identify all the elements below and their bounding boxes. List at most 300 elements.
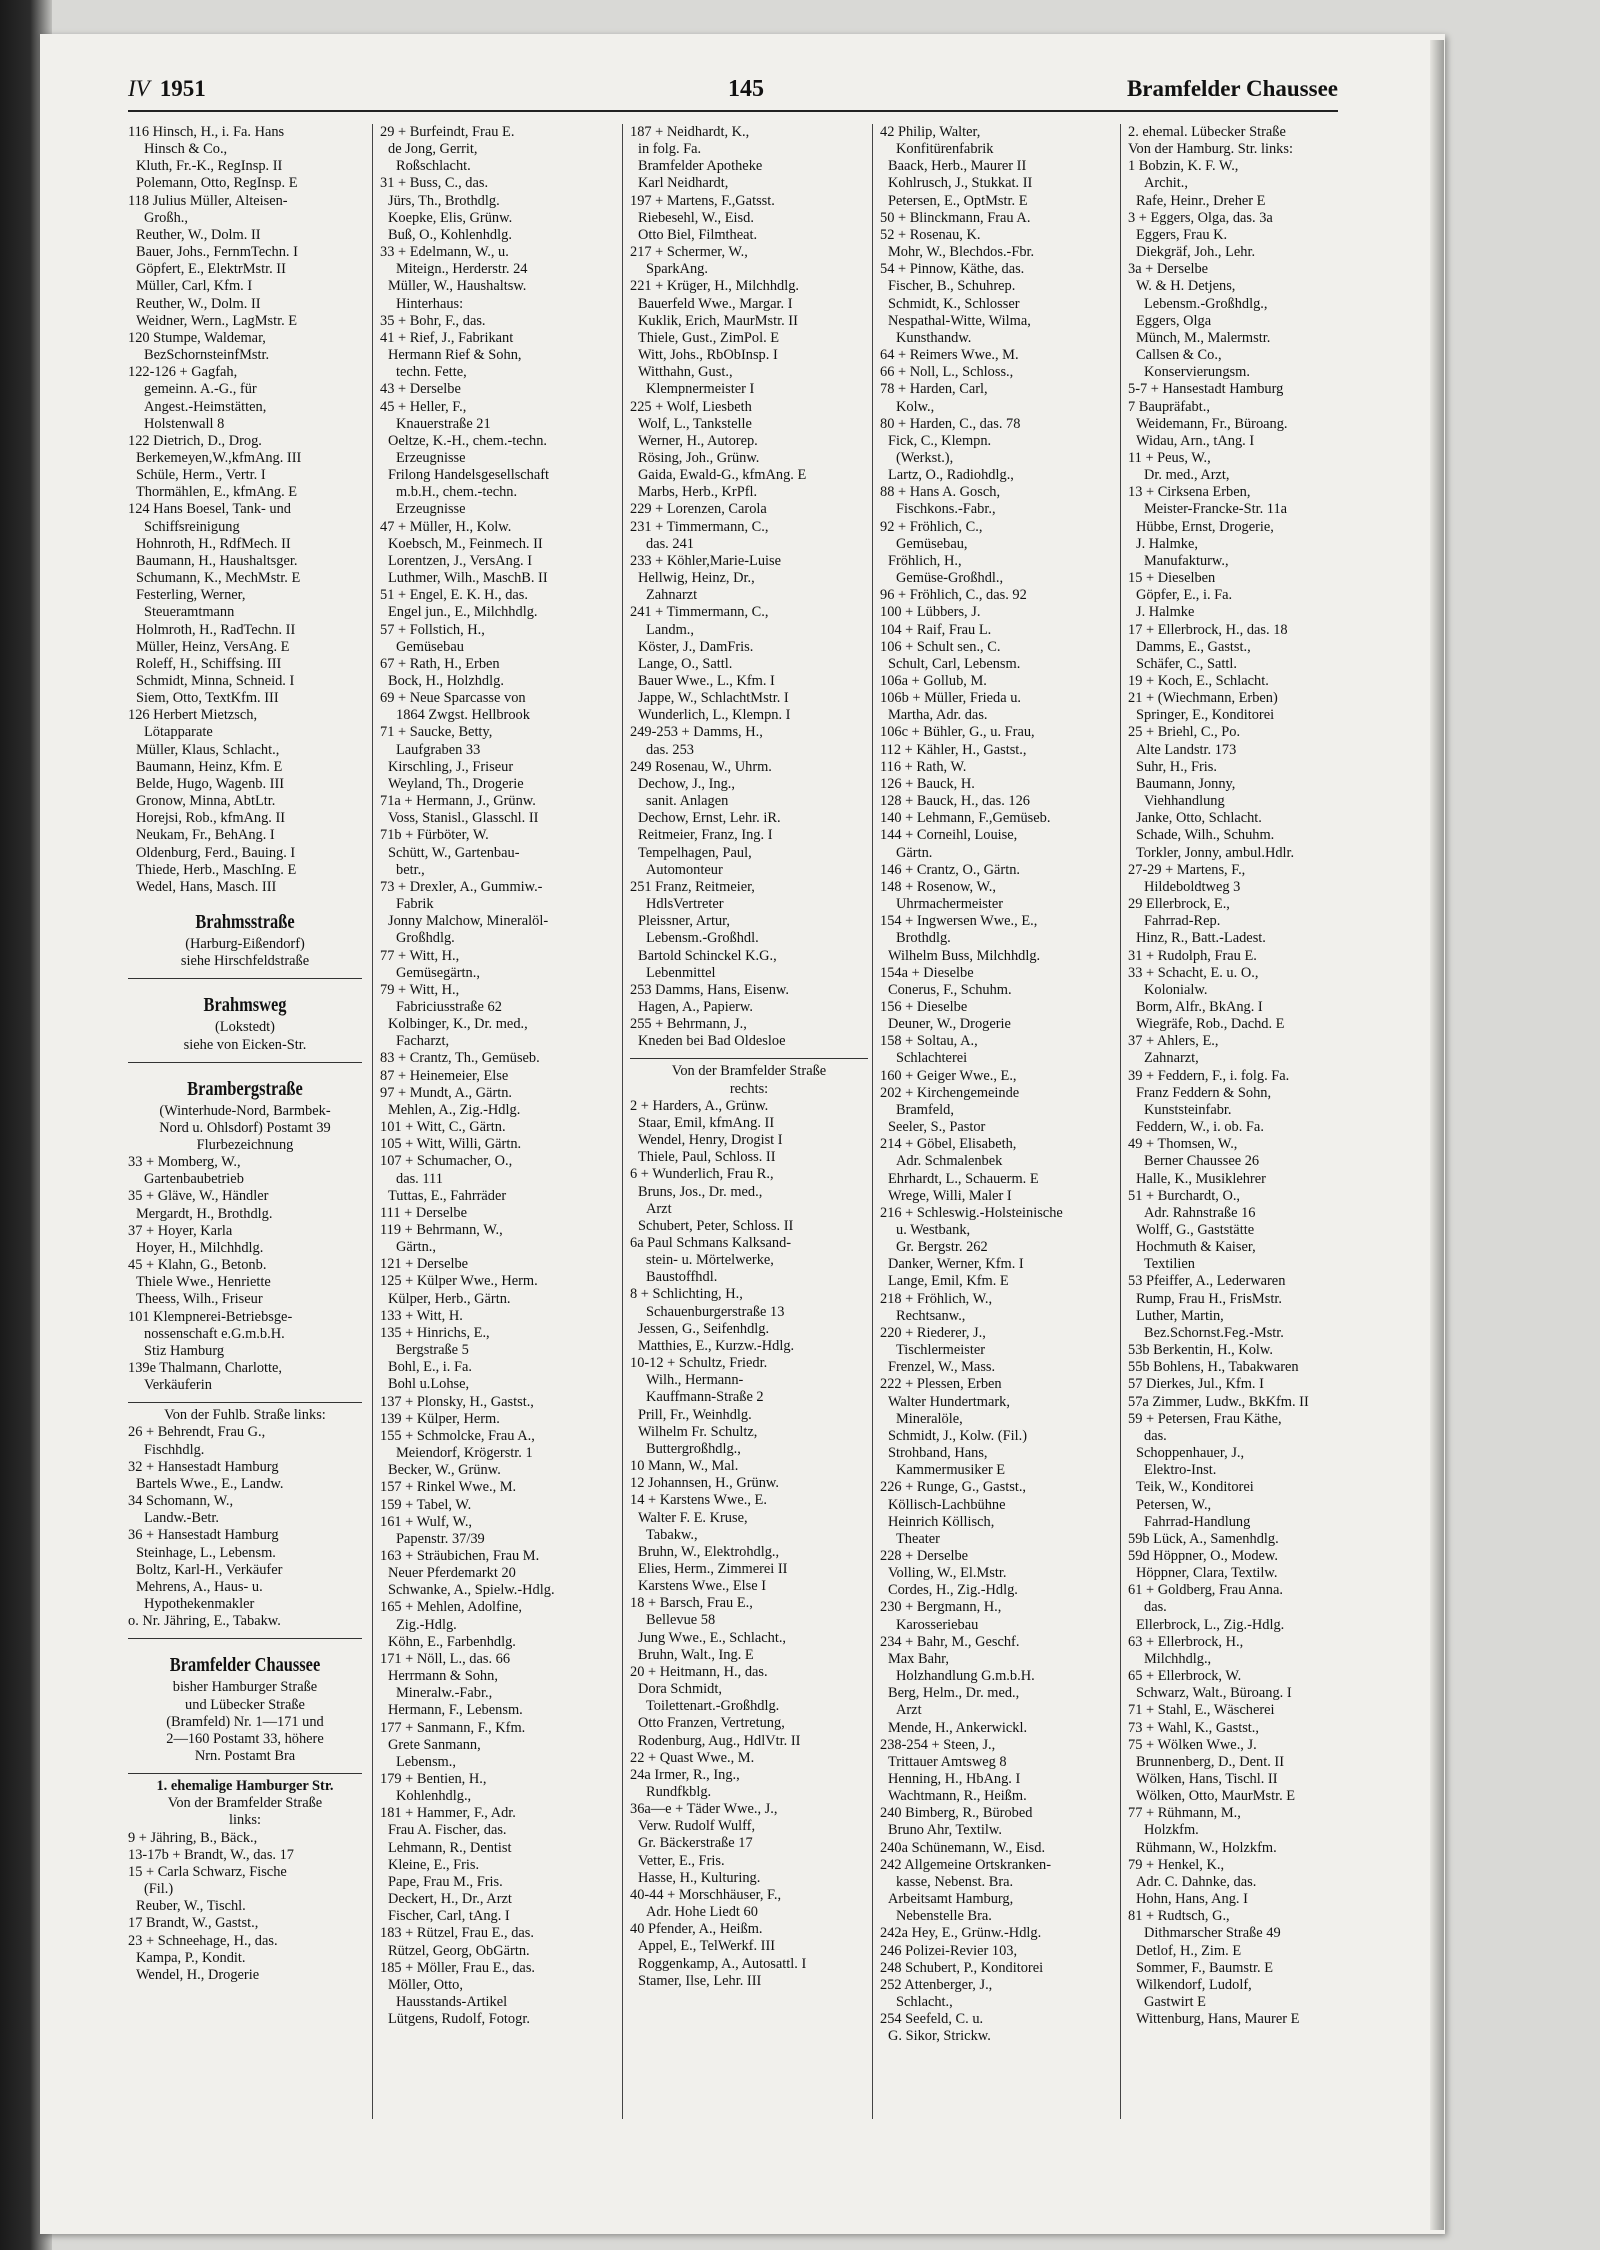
street-heading: Bramfelder Chaussee: [169, 1654, 321, 1677]
directory-entry-line: 217 + Schermer, W.,: [630, 244, 748, 261]
street-heading: Brahmsstraße: [195, 911, 295, 934]
directory-entry-line: 249 Rosenau, W., Uhrm.: [630, 758, 772, 775]
directory-entry-line: Neukam, Fr., BehAng. I: [136, 827, 275, 844]
directory-entry-line: Gärtn.: [896, 844, 933, 861]
directory-entry-line: 22 + Quast Wwe., M.: [630, 1749, 755, 1766]
directory-entry-line: Schäfer, C., Sattl.: [1136, 655, 1237, 672]
directory-entry-line: Ellerbrock, L., Zig.-Hdlg.: [1136, 1616, 1285, 1633]
directory-entry-line: Köster, J., DamFris.: [638, 638, 754, 655]
directory-entry-line: 55b Bohlens, H., Tabakwaren: [1128, 1359, 1299, 1376]
directory-entry-line: 73 + Drexler, A., Gummiw.-: [380, 878, 543, 895]
directory-entry-line: Schlachterei: [896, 1050, 968, 1067]
divider: [128, 1773, 362, 1774]
directory-entry-line: 77 + Rühmann, M.,: [1128, 1805, 1241, 1822]
directory-entry-line: Oldenburg, Ferd., Bauing. I: [136, 844, 296, 861]
directory-entry-line: 122 Dietrich, D., Drog.: [128, 432, 262, 449]
directory-entry-line: Detlof, H., Zim. E: [1136, 1942, 1242, 1959]
directory-entry-line: Boltz, Karl-H., Verkäufer: [136, 1561, 283, 1578]
directory-entry-line: Walter Hundertmark,: [888, 1393, 1010, 1410]
directory-entry-line: 63 + Ellerbrock, H.,: [1128, 1633, 1244, 1650]
subheading-line: Nrn. Postamt Bra: [194, 1747, 296, 1764]
subheading-line: (Winterhude-Nord, Barmbek-: [159, 1102, 331, 1119]
directory-entry-line: Seeler, S., Pastor: [888, 1119, 986, 1136]
directory-entry-line: Wolff, G., Gaststätte: [1136, 1222, 1255, 1238]
directory-entry-line: 160 + Geiger Wwe., E.,: [880, 1067, 1017, 1084]
directory-entry-line: Berkemeyen,W.,kfmAng. III: [136, 449, 302, 466]
directory-entry-line: Petersen, W.,: [1136, 1496, 1212, 1513]
directory-entry-line: 69 + Neue Sparcasse von: [380, 690, 526, 707]
directory-entry-line: 242a Hey, E., Grünw.-Hdlg.: [880, 1925, 1042, 1942]
directory-entry-line: Hasse, H., Kulturing.: [638, 1869, 761, 1886]
directory-entry-line: Kauffmann-Straße 2: [646, 1389, 764, 1406]
directory-entry-line: Landw.-Betr.: [144, 1510, 219, 1527]
directory-entry-line: 177 + Sanmann, F., Kfm.: [380, 1719, 526, 1736]
directory-entry-line: Großh.,: [144, 209, 188, 226]
directory-entry-line: 67 + Rath, H., Erben: [380, 655, 500, 672]
directory-entry-line: Grete Sanmann,: [388, 1736, 481, 1753]
directory-entry-line: Trittauer Amtsweg 8: [888, 1753, 1007, 1770]
directory-entry-line: Rösing, Joh., Grünw.: [638, 449, 760, 466]
directory-entry-line: nossenschaft e.G.m.b.H.: [144, 1325, 285, 1342]
directory-entry-line: Ehrhardt, L., Schauerm. E: [888, 1170, 1039, 1187]
directory-entry-line: Thiele Wwe., Henriette: [136, 1274, 271, 1291]
directory-entry-line: Reuther, W., Dolm. II: [136, 226, 261, 243]
directory-entry-line: Schmidt, Minna, Schneid. I: [136, 673, 295, 689]
directory-entry-line: 202 + Kirchengemeinde: [880, 1084, 1020, 1101]
directory-entry-line: W. & H. Detjens,: [1136, 278, 1236, 295]
directory-entry-line: Bramfelder Apotheke: [638, 158, 763, 175]
directory-entry-line: Schmidt, K., Schlosser: [888, 295, 1020, 312]
column-4: [872, 124, 1118, 2119]
directory-entry-line: 71 + Saucke, Betty,: [380, 724, 493, 741]
directory-entry-line: 51 + Burchardt, O.,: [1128, 1187, 1241, 1204]
directory-entry-line: Holstenwall 8: [144, 415, 225, 432]
directory-entry-line: Karstens Wwe., Else I: [638, 1578, 767, 1595]
directory-entry-line: Kolonialw.: [1144, 981, 1208, 998]
directory-entry-line: 71 + Stahl, E., Wäscherei: [1128, 1702, 1275, 1719]
directory-entry-line: Steinhage, L., Lebensm.: [136, 1544, 276, 1561]
directory-entry-line: Dithmarscher Straße 49: [1144, 1925, 1281, 1942]
directory-entry-line: Kohlenhdlg.,: [396, 1788, 472, 1805]
directory-entry-line: Mineralöle,: [896, 1410, 963, 1427]
directory-entry-line: Jung Wwe., E., Schlacht.,: [638, 1629, 787, 1646]
directory-entry-line: 231 + Timmermann, C.,: [630, 518, 769, 535]
subheading-line: Flurbezeichnung: [196, 1136, 294, 1153]
directory-entry-line: Baustoffhdl.: [646, 1269, 718, 1286]
directory-entry-line: J. Halmke,: [1136, 535, 1198, 552]
directory-entry-line: Otto Biel, Filmtheat.: [638, 226, 758, 243]
directory-entry-line: 41 + Rief, J., Fabrikant: [380, 329, 514, 346]
street-heading: Brahmsweg: [203, 994, 287, 1017]
directory-entry-line: 248 Schubert, P., Konditorei: [880, 1959, 1044, 1976]
directory-entry-line: Theater: [896, 1530, 940, 1547]
directory-entry-line: Angest.-Heimstätten,: [144, 398, 267, 415]
header-volume-year: [128, 76, 206, 102]
directory-entry-line: Schoppenhauer, J.,: [1136, 1445, 1245, 1462]
directory-entry-line: Rundfkblg.: [646, 1784, 712, 1800]
directory-entry-line: in folg. Fa.: [638, 141, 702, 158]
directory-entry-line: Reitmeier, Franz, Ing. I: [638, 827, 773, 844]
directory-entry-line: das.: [1144, 1599, 1167, 1616]
subheading-line: Von der Bramfelder Straße: [671, 1063, 827, 1080]
directory-entry-line: 9 + Jähring, B., Bäck.,: [128, 1829, 258, 1846]
directory-entry-line: Damms, E., Gastst.,: [1136, 638, 1251, 655]
directory-entry-line: gemeinn. A.-G., für: [144, 381, 257, 398]
directory-entry-line: Kohlrusch, J., Stukkat. II: [888, 175, 1033, 192]
directory-entry-line: 106a + Gollub, M.: [880, 673, 987, 689]
directory-entry-line: Rump, Frau H., FrisMstr.: [1136, 1290, 1282, 1307]
directory-entry-line: Pleissner, Artur,: [638, 913, 730, 930]
directory-entry-line: Wrege, Willi, Maler I: [888, 1187, 1012, 1204]
directory-entry-line: Halle, K., Musiklehrer: [1136, 1170, 1266, 1187]
directory-entry-line: Bruhn, Walt., Ing. E: [638, 1646, 754, 1663]
directory-entry-line: Konservierungsm.: [1144, 364, 1250, 381]
directory-entry-line: Kolbinger, K., Dr. med.,: [388, 1016, 528, 1033]
directory-entry-line: Cordes, H., Zig.-Hdlg.: [888, 1582, 1018, 1599]
directory-entry-line: 64 + Reimers Wwe., M.: [880, 347, 1019, 364]
directory-entry-line: 1 Bobzin, K. F. W.,: [1128, 158, 1239, 175]
directory-entry-line: Elektro-Inst.: [1144, 1462, 1217, 1479]
directory-entry-line: Reuber, W., Tischl.: [136, 1898, 246, 1915]
directory-entry-line: Zahnarzt,: [1144, 1050, 1199, 1067]
directory-entry-line: Knauerstraße 21: [396, 415, 491, 432]
directory-entry-line: 181 + Hammer, F., Adr.: [380, 1805, 516, 1822]
directory-entry-line: Gemüsegärtn.,: [396, 964, 480, 981]
directory-entry-line: Hinterhaus:: [396, 295, 464, 312]
directory-entry-line: 197 + Martens, F.,Gatsst.: [630, 192, 775, 209]
directory-entry-line: Kleine, E., Fris.: [388, 1856, 480, 1873]
directory-entry-line: Thiele, Paul, Schloss. II: [638, 1149, 776, 1166]
directory-entry-line: 240 Bimberg, R., Bürobed: [880, 1805, 1033, 1822]
directory-entry-line: 137 + Plonsky, H., Gastst.,: [380, 1393, 534, 1410]
directory-entry-line: Verw. Rudolf Wulff,: [638, 1818, 756, 1835]
directory-entry-line: Karl Neidhardt,: [638, 175, 729, 192]
subheading-line: (Lokstedt): [215, 1019, 275, 1036]
directory-entry-line: 57 + Follstich, H.,: [380, 621, 485, 638]
directory-entry-line: Fischkons.-Fabr.,: [896, 501, 996, 518]
directory-entry-line: 226 + Runge, G., Gastst.,: [880, 1479, 1027, 1496]
directory-entry-line: Hinz, R., Batt.-Ladest.: [1136, 930, 1266, 947]
directory-entry-line: Adr. Hohe Liedt 60: [646, 1904, 758, 1921]
directory-entry-line: Widau, Arn., tAng. I: [1136, 432, 1255, 449]
directory-entry-line: Möller, Otto,: [388, 1976, 463, 1993]
directory-entry-line: Papenstr. 37/39: [396, 1530, 485, 1547]
directory-entry-line: 105 + Witt, Willi, Gärtn.: [380, 1136, 522, 1153]
directory-entry-line: Appel, E., TelWerkf. III: [638, 1938, 776, 1955]
directory-entry-line: Witt, Johs., RbObInsp. I: [638, 347, 778, 364]
directory-entry-line: Automonteur: [646, 861, 723, 878]
directory-entry-line: Bauerfeld Wwe., Margar. I: [638, 295, 793, 312]
directory-entry-line: 125 + Külper Wwe., Herm.: [380, 1273, 538, 1290]
directory-entry-line: Wölken, Hans, Tischl. II: [1136, 1771, 1278, 1787]
directory-entry-line: 29 + Burfeindt, Frau E.: [380, 124, 515, 140]
directory-entry-line: Witthahn, Gust.,: [638, 364, 733, 381]
directory-entry-line: 120 Stumpe, Waldemar,: [128, 329, 266, 346]
directory-entry-line: Kolw.,: [896, 398, 935, 415]
directory-entry-line: Hochmuth & Kaiser,: [1136, 1239, 1256, 1256]
directory-entry-line: Mineralw.-Fabr.,: [396, 1685, 493, 1702]
subheading-line: und Lübecker Straße: [185, 1696, 305, 1713]
directory-entry-line: Horejsi, Rob., kfmAng. II: [136, 810, 286, 827]
subheading-line: 2—160 Postamt 33, höhere: [166, 1730, 324, 1747]
directory-entry-line: 240a Schünemann, W., Eisd.: [880, 1839, 1046, 1856]
directory-entry-line: Diekgräf, Joh., Lehr.: [1136, 244, 1256, 261]
directory-entry-line: 101 Klempnerei-Betriebsge-: [128, 1308, 293, 1325]
directory-entry-line: 171 + Nöll, L., das. 66: [380, 1650, 511, 1667]
directory-entry-line: 61 + Goldberg, Frau Anna.: [1128, 1582, 1283, 1599]
directory-entry-line: Frau A. Fischer, das.: [388, 1822, 507, 1839]
directory-entry-line: 65 + Ellerbrock, W.: [1128, 1668, 1242, 1685]
directory-entry-line: Hausstands-Artikel: [396, 1994, 508, 2011]
directory-entry-line: 79 + Henkel, K.,: [1128, 1856, 1225, 1873]
directory-entry-line: 106c + Bühler, G., u. Frau,: [880, 724, 1035, 741]
directory-entry-line: 43 + Derselbe: [380, 381, 461, 398]
directory-entry-line: 229 + Lorenzen, Carola: [630, 501, 767, 518]
directory-entry-line: Arbeitsamt Hamburg,: [888, 1891, 1014, 1908]
subheading-line: (Bramfeld) Nr. 1—171 und: [166, 1713, 324, 1730]
directory-entry-line: Bohl, E., i. Fa.: [388, 1359, 472, 1376]
directory-entry-line: Berner Chaussee 26: [1144, 1153, 1260, 1170]
directory-entry-line: das.: [1144, 1427, 1167, 1444]
directory-entry-line: Dechow, J., Ing.,: [638, 775, 735, 792]
directory-entry-line: Fischer, B., Schuhrep.: [888, 278, 1016, 295]
directory-entry-line: 3a + Derselbe: [1128, 261, 1209, 278]
directory-entry-line: 2 + Harders, A., Grünw.: [630, 1097, 769, 1114]
directory-entry-line: 100 + Lübbers, J.: [880, 604, 981, 621]
directory-entry-line: Werner, H., Autorep.: [638, 432, 758, 449]
directory-entry-line: 161 + Wulf, W.,: [380, 1513, 473, 1530]
directory-entry-line: Springer, E., Konditorei: [1136, 707, 1275, 724]
directory-entry-line: Viehhandlung: [1144, 793, 1225, 810]
directory-entry-line: 25 + Briehl, C., Po.: [1128, 724, 1241, 741]
directory-entry-line: Adr. Schmalenbek: [896, 1153, 1003, 1170]
directory-entry-line: 32 + Hansestadt Hamburg: [128, 1458, 279, 1475]
directory-entry-line: 20 + Heitmann, H., das.: [630, 1663, 768, 1680]
directory-entry-line: 230 + Bergmann, H.,: [880, 1599, 1002, 1616]
directory-entry-line: Mende, H., Ankerwickl.: [888, 1719, 1028, 1736]
directory-entry-line: Janke, Otto, Schlacht.: [1136, 810, 1262, 827]
section-heading: 1. ehemalige Hamburger Str.: [156, 1778, 334, 1795]
directory-entry-line: Rodenburg, Aug., HdlVtr. II: [638, 1732, 801, 1749]
directory-entry-line: Bauer Wwe., L., Kfm. I: [638, 673, 775, 689]
directory-entry-line: Von der Hamburg. Str. links:: [1128, 141, 1293, 158]
directory-entry-line: Thiede, Herb., MaschIng. E: [136, 861, 297, 878]
directory-entry-line: Hohnroth, H., RdfMech. II: [136, 535, 291, 552]
directory-entry-line: 106 + Schult sen., C.: [880, 638, 1001, 655]
directory-entry-line: Schüle, Herm., Vertr. I: [136, 467, 266, 484]
directory-entry-line: 251 Franz, Reitmeier,: [630, 878, 755, 895]
directory-entry-line: u. Westbank,: [896, 1222, 971, 1238]
subheading-line: Nord u. Ohlsdorf) Postamt 39: [159, 1119, 331, 1136]
directory-entry-line: 31 + Rudolph, Frau E.: [1128, 947, 1257, 964]
directory-entry-line: Milchhdlg.,: [1144, 1650, 1212, 1667]
directory-entry-line: 33 + Edelmann, W., u.: [380, 244, 509, 261]
directory-entry-line: Baumann, H., Haushaltsger.: [136, 552, 298, 569]
directory-entry-line: 246 Polizei-Revier 103,: [880, 1942, 1018, 1959]
directory-entry-line: Frilong Handelsgesellschaft: [388, 467, 550, 484]
directory-entry-line: Holmroth, H., RadTechn. II: [136, 621, 296, 638]
directory-entry-line: Weidner, Wern., LagMstr. E: [136, 312, 298, 329]
directory-entry-line: 53 Pfeiffer, A., Lederwaren: [1128, 1273, 1286, 1290]
column-3: [622, 124, 868, 2119]
entries-list-col1b: [128, 1154, 362, 1394]
directory-entry-line: 81 + Rudtsch, G.,: [1128, 1908, 1230, 1925]
directory-entry-line: 154 + Ingwersen Wwe., E.,: [880, 913, 1038, 930]
directory-entry-line: 52 + Rosenau, K.: [880, 226, 981, 243]
directory-entry-line: Gronow, Minna, AbtLtr.: [136, 793, 276, 810]
directory-entry-line: Meister-Francke-Str. 11a: [1144, 501, 1288, 518]
directory-entry-line: 116 Hinsch, H., i. Fa. Hans: [128, 124, 285, 140]
directory-entry-line: Becker, W., Grünw.: [388, 1462, 501, 1479]
directory-entry-line: Rühmann, W., Holzkfm.: [1136, 1839, 1277, 1856]
directory-entry-line: Gaida, Ewald-G., kfmAng. E: [638, 467, 807, 484]
page-number: 145: [728, 76, 764, 102]
directory-entry-line: m.b.H., chem.-techn.: [396, 484, 518, 501]
directory-entry-line: 163 + Sträubichen, Frau M.: [380, 1547, 540, 1564]
directory-entry-line: Lötapparate: [144, 724, 213, 741]
directory-entry-line: Borm, Alfr., BkAng. I: [1136, 998, 1263, 1015]
directory-entry-line: Vetter, E., Fris.: [638, 1852, 725, 1869]
directory-entry-line: Danker, Werner, Kfm. I: [888, 1256, 1024, 1273]
directory-entry-line: 21 + (Wiechmann, Erben): [1128, 690, 1278, 707]
directory-entry-line: 2. ehemal. Lübecker Straße: [1128, 124, 1286, 140]
directory-entry-line: Jappe, W., SchlachtMstr. I: [638, 690, 789, 707]
directory-entry-line: 96 + Fröhlich, C., das. 92: [880, 587, 1027, 604]
directory-entry-line: G. Sikor, Strickw.: [888, 2028, 991, 2045]
directory-entry-line: Bock, H., Holzhdlg.: [388, 673, 504, 689]
directory-entry-line: Buß, O., Kohlenhdlg.: [388, 226, 512, 243]
directory-entry-line: Wendel, Henry, Drogist I: [638, 1132, 783, 1149]
directory-entry-line: 31 + Buss, C., das.: [380, 175, 489, 192]
directory-entry-line: Bez.Schornst.Feg.-Mstr.: [1144, 1324, 1284, 1341]
directory-entry-line: 124 Hans Boesel, Tank- und: [128, 501, 291, 518]
directory-entry-line: Kampa, P., Kondit.: [136, 1949, 246, 1966]
directory-entry-line: 13-17b + Brandt, W., das. 17: [128, 1846, 295, 1863]
section-heading: Von der Fuhlb. Straße links:: [164, 1407, 326, 1424]
street-subheading-list: [128, 1019, 362, 1053]
directory-entry-line: Eggers, Frau K.: [1136, 226, 1228, 243]
directory-entry-line: Fick, C., Klempn.: [888, 432, 992, 449]
directory-entry-line: Köllisch-Lachbühne: [888, 1496, 1006, 1513]
directory-entry-line: Mehlen, A., Zig.-Hdlg.: [388, 1101, 521, 1118]
subheading-line: siehe Hirschfeldstraße: [180, 953, 310, 970]
directory-entry-line: Volling, W., El.Mstr.: [888, 1565, 1007, 1582]
directory-entry-line: 222 + Plessen, Erben: [880, 1376, 1002, 1393]
directory-entry-line: 139e Thalmann, Charlotte,: [128, 1360, 282, 1376]
entries-list-col1d: [128, 1830, 362, 1984]
directory-entry-line: 107 + Schumacher, O.,: [380, 1153, 513, 1170]
directory-entry-line: Wilhelm Fr. Schultz,: [638, 1423, 758, 1440]
directory-entry-line: Müller, Klaus, Schlacht.,: [136, 741, 280, 758]
directory-entry-line: 45 + Heller, F.,: [380, 398, 467, 415]
directory-entry-line: 24a Irmer, R., Ing.,: [630, 1766, 740, 1783]
directory-entry-line: 26 + Behrendt, Frau G.,: [128, 1424, 266, 1441]
directory-entry-line: Suhr, H., Fris.: [1136, 758, 1217, 775]
directory-entry-line: 156 + Dieselbe: [880, 998, 968, 1015]
header-year: 1951: [159, 76, 206, 101]
directory-entry-line: Arzt: [646, 1200, 672, 1217]
directory-entry-line: Gastwirt E: [1144, 1994, 1206, 2011]
directory-entry-line: Meiendorf, Krögerstr. 1: [396, 1445, 533, 1462]
directory-entry-line: Wilh., Hermann-: [646, 1372, 744, 1389]
directory-entry-line: 59 + Petersen, Frau Käthe,: [1128, 1410, 1282, 1427]
directory-entry-line: 29 Ellerbrock, E.,: [1128, 896, 1230, 913]
directory-entry-line: (Fil.): [144, 1881, 174, 1898]
subheading-line: bisher Hamburger Straße: [172, 1679, 318, 1696]
directory-entry-line: Herrmann & Sohn,: [388, 1668, 498, 1685]
directory-entry-line: Marbs, Herb., KrPfl.: [638, 484, 758, 501]
directory-entry-line: Bruno Ahr, Textilw.: [888, 1822, 1002, 1839]
directory-entry-line: Feddern, W., i. ob. Fa.: [1136, 1119, 1264, 1136]
directory-entry-line: Berg, Helm., Dr. med.,: [888, 1685, 1020, 1702]
directory-entry-line: 57a Zimmer, Ludw., BkKfm. II: [1128, 1393, 1309, 1410]
directory-entry-line: 111 + Derselbe: [380, 1204, 467, 1221]
directory-entry-line: Bartels Wwe., E., Landw.: [136, 1475, 284, 1492]
directory-entry-line: Bramfeld,: [896, 1101, 954, 1118]
directory-entry-line: stein- u. Mörtelwerke,: [646, 1252, 774, 1269]
street-subheading-list: [128, 1679, 362, 1765]
directory-entry-line: 23 + Schneehage, H., das.: [128, 1932, 278, 1949]
directory-entry-line: 135 + Hinrichs, E.,: [380, 1324, 490, 1341]
directory-entry-line: Mohr, W., Blechdos.-Fbr.: [888, 244, 1035, 261]
directory-entry-line: 3 + Eggers, Olga, das. 3a: [1128, 209, 1273, 226]
directory-entry-line: 121 + Derselbe: [380, 1256, 469, 1273]
directory-entry-line: 249-253 + Damms, H.,: [630, 724, 763, 741]
directory-entry-line: 13 + Cirksena Erben,: [1128, 484, 1251, 501]
directory-entry-line: Hinsch & Co.,: [144, 141, 228, 158]
directory-entry-line: 33 + Schacht, E. u. O.,: [1128, 964, 1259, 981]
directory-entry-line: Eggers, Olga: [1136, 312, 1212, 329]
directory-entry-line: Belde, Hugo, Wagenb. III: [136, 775, 285, 792]
directory-entry-line: 47 + Müller, H., Kolw.: [380, 518, 512, 535]
directory-entry-line: 128 + Bauck, H., das. 126: [880, 793, 1031, 810]
directory-entry-line: 11 + Peus, W.,: [1128, 449, 1211, 466]
directory-entry-line: 17 + Ellerbrock, H., das. 18: [1128, 621, 1288, 638]
directory-entry-line: Koebsch, M., Feinmech. II: [388, 535, 543, 552]
directory-entry-line: Göpfert, E., ElektrMstr. II: [136, 261, 286, 278]
directory-entry-line: Schult, Carl, Lebensm.: [888, 655, 1021, 672]
directory-entry-line: 126 Herbert Mietzsch,: [128, 707, 258, 724]
directory-entry-line: Fahrrad-Rep.: [1144, 913, 1221, 930]
directory-entry-line: 119 + Behrmann, W.,: [380, 1222, 503, 1238]
directory-entry-line: Franz Feddern & Sohn,: [1136, 1084, 1272, 1101]
directory-entry-line: 83 + Crantz, Th., Gemüseb.: [380, 1050, 540, 1067]
directory-entry-line: 254 Seefeld, C. u.: [880, 2011, 984, 2028]
directory-entry-line: Erzeugnisse: [396, 449, 466, 466]
directory-entry-line: Deuner, W., Drogerie: [888, 1016, 1011, 1033]
directory-entry-line: Frenzel, W., Mass.: [888, 1359, 996, 1376]
directory-entry-line: Neuer Pferdemarkt 20: [388, 1565, 516, 1582]
directory-entry-line: Walter F. E. Kruse,: [638, 1509, 748, 1526]
directory-entry-line: 18 + Barsch, Frau E.,: [630, 1595, 753, 1612]
running-title: Bramfelder Chaussee: [1126, 76, 1338, 101]
directory-entry-line: Roleff, H., Schiffsing. III: [136, 655, 282, 672]
directory-entry-line: J. Halmke: [1136, 604, 1195, 621]
directory-entry-line: 216 + Schleswig.-Holsteinische: [880, 1204, 1063, 1221]
directory-entry-line: Konfitürenfabrik: [896, 141, 994, 158]
directory-entry-line: Adr. Rahnstraße 16: [1144, 1204, 1256, 1221]
directory-entry-line: o. Nr. Jähring, E., Tabakw.: [128, 1613, 281, 1630]
directory-entry-line: 79 + Witt, H.,: [380, 981, 460, 998]
directory-entry-line: Bellevue 58: [646, 1612, 716, 1629]
directory-entry-line: 17 Brandt, W., Gastst.,: [128, 1915, 259, 1932]
directory-entry-line: Arzt: [896, 1702, 922, 1719]
directory-entry-line: Münch, M., Malermstr.: [1136, 329, 1271, 346]
directory-entry-line: 185 + Möller, Frau E., das.: [380, 1959, 536, 1976]
directory-entry-line: 66 + Noll, L., Schloss.,: [880, 364, 1014, 381]
directory-entry-line: 118 Julius Müller, Alteisen-: [128, 192, 288, 209]
directory-entry-line: 75 + Wölken Wwe., J.: [1128, 1736, 1257, 1753]
